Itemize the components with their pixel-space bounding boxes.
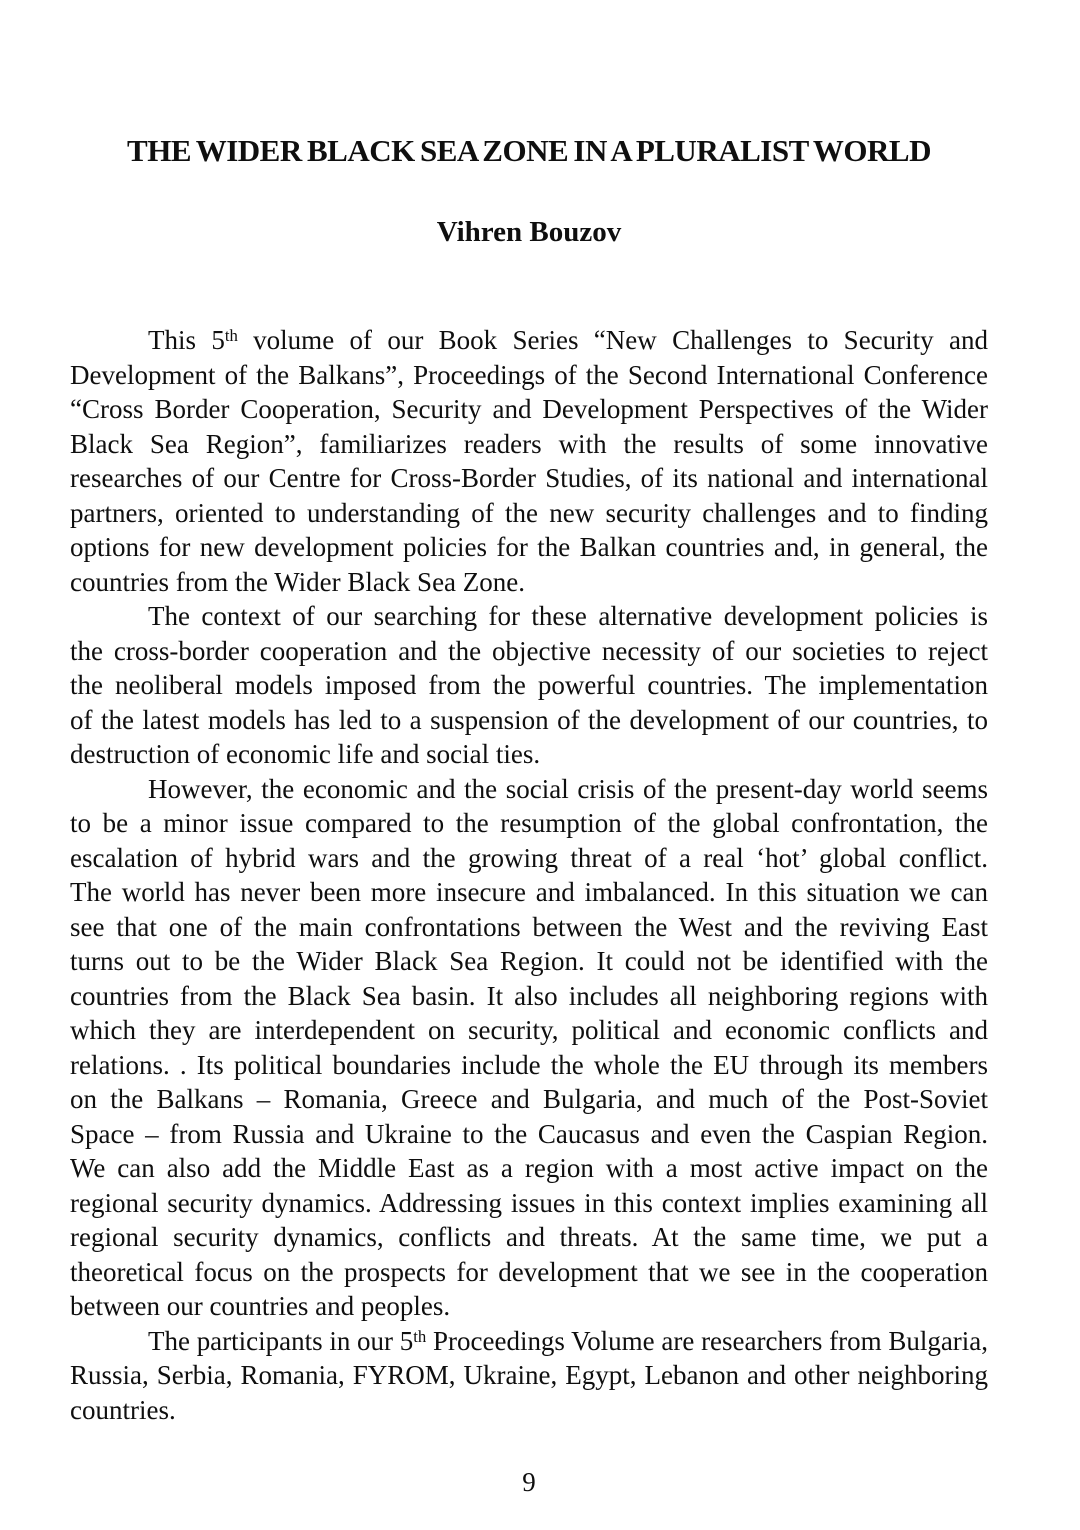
text-line: options for new development policies for the Balkan countries and, in general, the: [70, 532, 988, 562]
text-line: Space – from Russia and Ukraine to the Caucasus and even the Caspian Region.: [70, 1118, 988, 1149]
text-line: to be a minor issue compared to the resumption of the global confrontation, the: [70, 808, 988, 838]
text-line: This 5th volume of our Book Series “New Challenges to Security and: [148, 325, 988, 355]
text-line: the cross-border cooperation and the objective necessity of our societies to reject: [70, 635, 988, 666]
text-line: of the latest models has led to a suspension of the development of our countries, to: [70, 704, 988, 735]
text-line: escalation of hybrid wars and the growing threat of a real ‘hot’ global conflict.: [70, 842, 988, 873]
text-line: countries.: [70, 1394, 176, 1425]
text-line: between our countries and peoples.: [70, 1291, 451, 1321]
text-line: on the Balkans – Romania, Greece and Bulgaria, and much of the Post-Soviet: [70, 1084, 988, 1114]
author-name: Vihren Bouzov: [436, 216, 622, 248]
text-line: We can also add the Middle East as a region with a most active impact on the: [70, 1153, 988, 1183]
text-line: researches of our Centre for Cross-Border Studies, of its national and international: [70, 463, 988, 493]
text-line: the neoliberal models imposed from the powerful countries. The implementation: [70, 670, 988, 700]
text-line: “Cross Border Cooperation, Security and Development Perspectives of the Wider: [70, 394, 988, 424]
text-line: The world has never been more insecure and imbalanced. In this situation we can: [70, 877, 988, 907]
text-line: turns out to be the Wider Black Sea Region. It could not be identified with the: [70, 946, 988, 976]
text-line: partners, oriented to understanding of the new security challenges and to finding: [70, 497, 988, 528]
text-line: Black Sea Region”, familiarizes readers with the results of some innovative: [70, 428, 988, 459]
text-line: theoretical focus on the prospects for development that we see in the cooperation: [70, 1256, 988, 1287]
page-number: 9: [522, 1467, 536, 1497]
text-line: countries from the Wider Black Sea Zone.: [70, 566, 526, 597]
page-title: THE WIDER BLACK SEA ZONE IN A PLURALIST WORLD: [127, 133, 931, 168]
text-line: regional security dynamics. Addressing issues in this context implies examining all: [70, 1187, 988, 1218]
body-text: [70, 323, 988, 1427]
text-line: regional security dynamics, conflicts and threats. At the same time, we put a: [70, 1222, 988, 1252]
text-line: However, the economic and the social crisis of the present-day world seems: [148, 773, 988, 804]
text-line: Russia, Serbia, Romania, FYROM, Ukraine, Egypt, Lebanon and other neighboring: [70, 1360, 988, 1390]
text-line: see that one of the main confrontations between the West and the reviving East: [70, 911, 988, 942]
text-line: destruction of economic life and social ties.: [70, 739, 541, 769]
text-line: countries from the Black Sea basin. It also includes all neighboring regions with: [70, 980, 988, 1011]
text-line: Development of the Balkans”, Proceedings of the Second International Conference: [70, 359, 988, 390]
text-line: which they are interdependent on security, political and economic conflicts and: [70, 1015, 988, 1045]
text-line: relations. . Its political boundaries include the whole the EU through its members: [70, 1049, 988, 1080]
text-line: The context of our searching for these alternative development policies is: [148, 601, 988, 631]
text-line: The participants in our 5th Proceedings Volume are researchers from Bulgaria,: [148, 1325, 989, 1356]
